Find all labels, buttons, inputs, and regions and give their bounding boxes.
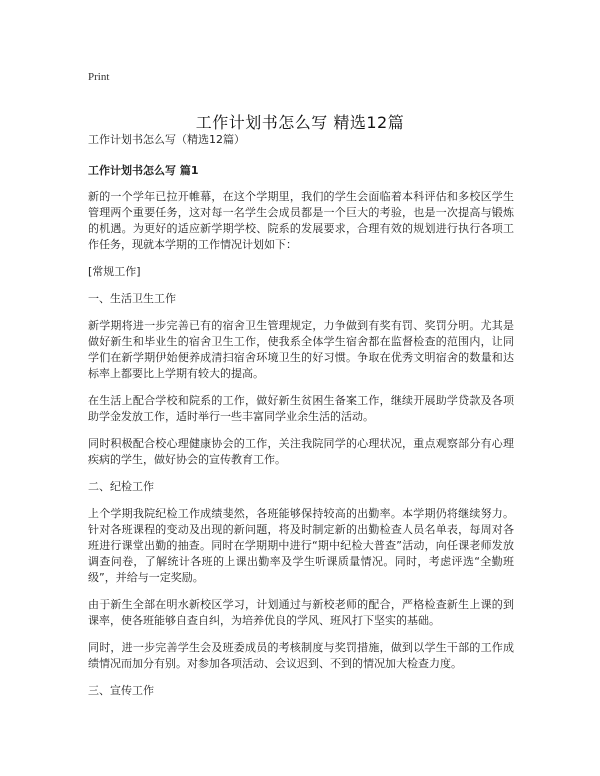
hygiene-paragraph-3: 同时积极配合校心理健康协会的工作，关注我院同学的心理状况，重点观察部分有心理疾病的学生，做好协会的宣传教育工作。 — [88, 437, 514, 466]
section-heading: 工作计划书怎么写 篇1 — [88, 164, 199, 177]
hygiene-heading: 一、生活卫生工作 — [88, 292, 176, 305]
hygiene-paragraph-1: 新学期将进一步完善已有的宿舍卫生管理规定，力争做到有奖有罚、奖罚分明。尤其是做好新生和毕业生的宿舍卫生工作，使我系全体学生宿舍都在监督检查的范围内，让同学们在新学期伊始便养成清扫宿舍环境卫生的好习惯。争取在优秀文明宿舍的数量和达标率上都要比上学期有较大的提高。 — [88, 319, 514, 380]
discipline-paragraph-2: 由于新生全部在明水新校区学习，计划通过与新校老师的配合，严格检查新生上课的到课率，使各班能够自查自纠，为培养优良的学风、班风打下坚实的基础。 — [88, 598, 514, 627]
discipline-paragraph-1: 上个学期我院纪检工作成绩斐然，各班能够保持较高的出勤率。本学期仍将继续努力。针对各班课程的变动及出现的新问题，将及时制定新的出勤检查人员名单表，每周对各班进行课堂出勤的抽查。同时在学期期中进行“期中纪检大普查”活动，向任课老师发放调查问卷，了解统计各班的上课出勤率及学生听课质量情况。同时，考虑评选“全勤班级”，并给与一定奖励。 — [88, 507, 514, 584]
print-link[interactable]: Print — [88, 71, 110, 83]
intro-paragraph: 新的一个学年已拉开帷幕，在这个学期里，我们的学生会面临着本科评估和多校区学生管理两个重要任务，这对每一名学生会成员都是一个巨大的考验，也是一次提高与锻炼的机遇。为更好的适应新学期学校、院系的发展要求，合理有效的规划进行执行各项工作任务，现就本学期的工作情况计划如下： — [88, 190, 514, 251]
discipline-heading: 二、纪检工作 — [88, 480, 154, 493]
routine-work-heading: [常规工作] — [88, 265, 141, 278]
publicity-heading: 三、宣传工作 — [88, 684, 154, 697]
document-title: 工作计划书怎么写 精选12篇 — [195, 112, 405, 132]
discipline-paragraph-3: 同时，进一步完善学生会及班委成员的考核制度与奖罚措施，做到以学生干部的工作成绩情况而加分有别。对参加各项活动、会议迟到、不到的情况加大检查力度。 — [88, 641, 514, 670]
hygiene-paragraph-2: 在生活上配合学校和院系的工作，做好新生贫困生备案工作，继续开展助学贷款及各项助学金发放工作，适时举行一些丰富同学业余生活的活动。 — [88, 394, 514, 423]
document-body — [88, 132, 514, 710]
document-subtitle: 工作计划书怎么写（精选12篇） — [88, 133, 245, 146]
